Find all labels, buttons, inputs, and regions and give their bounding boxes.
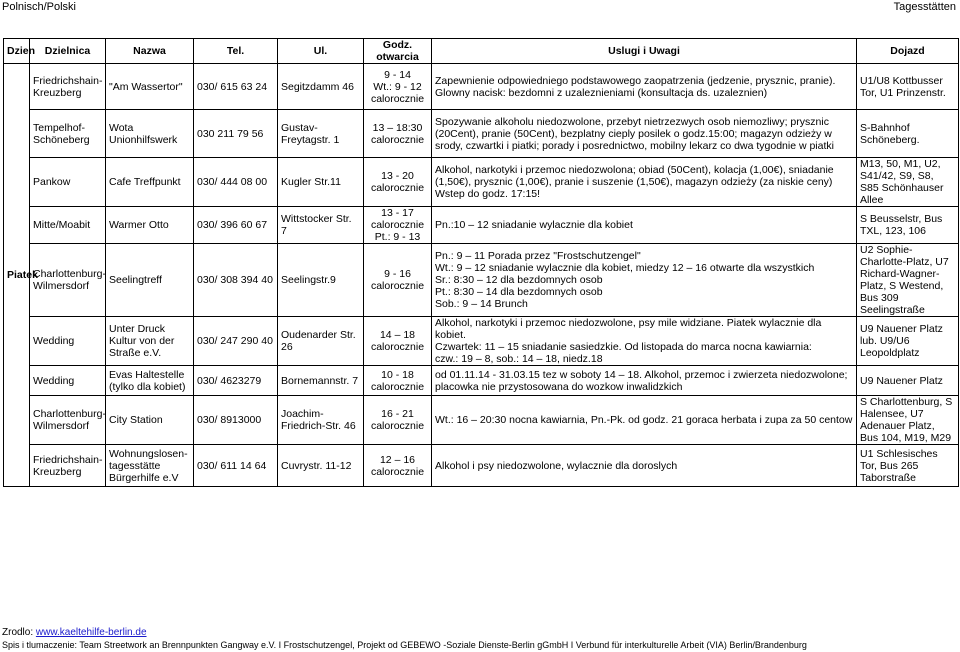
street-cell: Bornemannstr. 7 (278, 366, 364, 396)
street-cell: Kugler Str.11 (278, 158, 364, 207)
table-row (4, 64, 959, 110)
table-row (4, 445, 959, 487)
phone-cell: 030/ 615 63 24 (194, 64, 278, 110)
street-cell: Cuvrystr. 11-12 (278, 445, 364, 487)
hours-cell: 10 - 18 calorocznie (364, 366, 432, 396)
hours-cell: 12 – 16 calorocznie (364, 445, 432, 487)
credits-line: Spis i tlumaczenie: Team Streetwork an Brennpunkten Gangway e.V. I Frostschutzengel, Projekt od GEBEWO -Soziale Dienste-Berlin gGmbH I Verbund für interkulturelle Arbeit (VIA) Berlin/Brandenburg (2, 640, 807, 650)
transport-cell: U1 Schlesisches Tor, Bus 265 Taborstraße (857, 445, 959, 487)
column-header: Nazwa (106, 39, 194, 64)
name-cell: Seelingtreff (106, 244, 194, 317)
hours-cell: 9 - 16 calorocznie (364, 244, 432, 317)
transport-cell: S-Bahnhof Schöneberg. (857, 110, 959, 158)
street-cell: Oudenarder Str. 26 (278, 317, 364, 366)
column-header: Dojazd (857, 39, 959, 64)
name-cell: City Station (106, 396, 194, 445)
transport-cell: U9 Nauener Platz (857, 366, 959, 396)
table-row (4, 317, 959, 366)
name-cell: Warmer Otto (106, 207, 194, 244)
services-cell: Alkohol, narkotyki i przemoc niedozwolona; obiad (50Cent), kolacja (1,00€), sniadanie (1,50€), prysznic (1,00€), pranie i suszenie (1,50€), magazyn odzieży (za niskie ceny) Wstep do godz. 17:15! (432, 158, 857, 207)
source-label: Zrodlo: (2, 627, 36, 638)
street-cell: Joachim-Friedrich-Str. 46 (278, 396, 364, 445)
hours-cell: 13 - 17 calorocznie Pt.: 9 - 13 (364, 207, 432, 244)
source-link[interactable]: www.kaeltehilfe-berlin.de (35, 627, 147, 638)
table-row (4, 396, 959, 445)
name-cell: "Am Wassertor" (106, 64, 194, 110)
street-cell: Seelingstr.9 (278, 244, 364, 317)
name-cell: Cafe Treffpunkt (106, 158, 194, 207)
transport-cell: S Beusselstr, Bus TXL, 123, 106 (857, 207, 959, 244)
services-cell: Alkohol, narkotyki i przemoc niedozwolone, psy mile widziane. Piatek wylacznie dla kobiet. Czwartek: 11 – 15 sniadanie sasiedzkie. Od listopada do marca nocna kawiarnia: czw.: 19 – 8, sob.: 14 – 18, niedz.18 (432, 317, 857, 366)
phone-cell: 030/ 247 290 40 (194, 317, 278, 366)
table-row (4, 158, 959, 207)
column-header: Uslugi i Uwagi (432, 39, 857, 64)
table-header-row (4, 39, 959, 64)
column-header: Ul. (278, 39, 364, 64)
column-header: Dzielnica (30, 39, 106, 64)
services-cell: Wt.: 16 – 20:30 nocna kawiarnia, Pn.-Pk. od godz. 21 goraca herbata i zupa za 50 centow (432, 396, 857, 445)
district-cell: Friedrichshain-Kreuzberg (30, 445, 106, 487)
transport-cell: U2 Sophie-Charlotte-Platz, U7 Richard-Wagner-Platz, S Westend, Bus 309 Seelingstraße (857, 244, 959, 317)
street-cell: Gustav-Freytagstr. 1 (278, 110, 364, 158)
name-cell: Evas Haltestelle (tylko dla kobiet) (106, 366, 194, 396)
district-cell: Charlottenburg-Wilmersdorf (30, 244, 106, 317)
name-cell: Unter Druck Kultur von der Straße e.V. (106, 317, 194, 366)
street-cell: Wittstocker Str. 7 (278, 207, 364, 244)
district-cell: Wedding (30, 366, 106, 396)
name-cell: Wohnungslosen-tagesstätte Bürgerhilfe e.V (106, 445, 194, 487)
document-title-right: Tagesstätten (893, 1, 956, 13)
services-cell: Zapewnienie odpowiedniego podstawowego zaopatrzenia (jedzenie, prysznic, pranie). Glowny nacisk: bezdomni z uzaleznieniami (konsultacja ds. uzaleznien) (432, 64, 857, 110)
document-title-left: Polnisch/Polski (2, 1, 76, 13)
phone-cell: 030/ 308 394 40 (194, 244, 278, 317)
column-header: Dzien (4, 39, 30, 64)
hours-cell: 9 - 14 Wt.: 9 - 12 calorocznie (364, 64, 432, 110)
phone-cell: 030/ 444 08 00 (194, 158, 278, 207)
district-cell: Pankow (30, 158, 106, 207)
transport-cell: M13, 50, M1, U2, S41/42, S9, S8, S85 Schönhauser Allee (857, 158, 959, 207)
hours-cell: 14 – 18 calorocznie (364, 317, 432, 366)
table-row (4, 207, 959, 244)
street-cell: Segitzdamm 46 (278, 64, 364, 110)
column-header: Tel. (194, 39, 278, 64)
transport-cell: U9 Nauener Platz lub. U9/U6 Leopoldplatz (857, 317, 959, 366)
table-row (4, 244, 959, 317)
transport-cell: S Charlottenburg, S Halensee, U7 Adenauer Platz, Bus 104, M19, M29 (857, 396, 959, 445)
services-cell: Pn.:10 – 12 sniadanie wylacznie dla kobiet (432, 207, 857, 244)
hours-cell: 16 - 21 calorocznie (364, 396, 432, 445)
district-cell: Mitte/Moabit (30, 207, 106, 244)
services-cell: Spozywanie alkoholu niedozwolone, przebyt nietrzezwych osob niemozliwy; prysznic (20Cent), pranie (50Cent), bezplatny cieply posilek o godz.15:00; magazyn odzieży w srody, czwartki i piatki; porady i posrednictwo, mobilny lekarz co dwa tygodnie w piatki (432, 110, 857, 158)
district-cell: Charlottenburg-Wilmersdorf (30, 396, 106, 445)
phone-cell: 030/ 611 14 64 (194, 445, 278, 487)
name-cell: Wota Unionhilfswerk (106, 110, 194, 158)
table-row (4, 366, 959, 396)
transport-cell: U1/U8 Kottbusser Tor, U1 Prinzenstr. (857, 64, 959, 110)
phone-cell: 030/ 396 60 67 (194, 207, 278, 244)
column-header: Godz. otwarcia (364, 39, 432, 64)
source-line (2, 627, 147, 638)
hours-cell: 13 - 20 calorocznie (364, 158, 432, 207)
phone-cell: 030/ 4623279 (194, 366, 278, 396)
schedule-table (3, 38, 959, 487)
services-cell: Pn.: 9 – 11 Porada przez "Frostschutzengel" Wt.: 9 – 12 sniadanie wylacznie dla kobiet, miedzy 12 – 16 otwarte dla wszystkich Sr.: 8:30 – 12 dla bezdomnych osob Pt.: 8:30 – 14 dla bezdomnych osob Sob.: 9 – 14 Brunch (432, 244, 857, 317)
phone-cell: 030/ 8913000 (194, 396, 278, 445)
phone-cell: 030 211 79 56 (194, 110, 278, 158)
hours-cell: 13 – 18:30 calorocznie (364, 110, 432, 158)
district-cell: Tempelhof-Schöneberg (30, 110, 106, 158)
day-cell: Piatek (4, 64, 30, 487)
table-row (4, 110, 959, 158)
district-cell: Friedrichshain-Kreuzberg (30, 64, 106, 110)
district-cell: Wedding (30, 317, 106, 366)
services-cell: Alkohol i psy niedozwolone, wylacznie dla doroslych (432, 445, 857, 487)
services-cell: od 01.11.14 - 31.03.15 tez w soboty 14 – 18. Alkohol, przemoc i zwierzeta niedozwolone; placowka nie przystosowana do wozkow inwalidzkich (432, 366, 857, 396)
